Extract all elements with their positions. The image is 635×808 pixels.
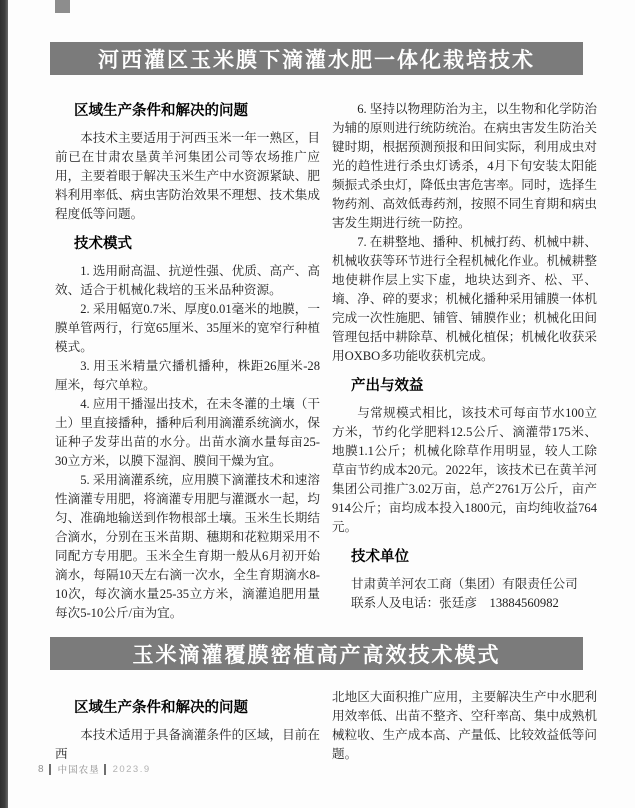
journal-name: 中国农垦: [57, 765, 100, 776]
mode-item-5: 5. 采用滴灌系统，应用膜下滴灌技术和速溶性滴灌专用肥，将滴灌专用肥与灌溉水一起，均匀、准确地输送到作物根部土壤。玉米生长期结合滴水，分别在玉米苗期、穗期和花粒期采用不同配方专用肥。玉米全生育期一般从6月初开始滴水，每隔10天左右滴一次水，全生育期滴水8-10次，每次滴水量25-35立方米，滴灌追肥用量每次5-10公斤/亩为宜。: [55, 473, 320, 620]
article1-left-column: [55, 100, 320, 623]
issue-date: 2023.9: [112, 763, 151, 775]
unit-contact: 联系人及电话：张廷彦 13884560982: [351, 596, 559, 610]
footer-divider: [49, 764, 51, 775]
page-number: 8: [38, 763, 45, 775]
section-heading-unit: 技术单位: [351, 549, 409, 565]
mode-item-2: 2. 采用幅宽0.7米、厚度0.01毫米的地膜，一膜单管两行，行宽65厘米、35厘米的宽窄行种植模式。: [55, 302, 320, 354]
article1-title-banner: [50, 42, 583, 75]
article2-body: [55, 688, 597, 764]
section-heading-conditions-2: 区域生产条件和解决的问题: [74, 700, 248, 716]
paragraph-conditions: 本技术主要适用于河西玉米一年一熟区，目前已在甘肃农垦黄羊河集团公司等农场推广应用，主要着眼于解决玉米生产中水资源紧缺、肥料利用率低、病虫害防治效果不理想、技术集成程度低等问题。: [55, 131, 320, 221]
mode-item-7: 7. 在耕整地、播种、机械打药、机械中耕、机械收获等环节进行全程机械化作业。机械耕整地使耕作层上实下虚，地块达到齐、松、平、墒、净、碎的要求；机械化播种采用铺膜一体机完成一次性施肥、铺管、铺膜作业；机械化田间管理包括中耕除草、机械化植保；机械化收获采用OXBO多功能收获机完成。: [332, 235, 597, 363]
article2-right-column: [332, 688, 597, 764]
section-heading-conditions: 区域生产条件和解决的问题: [74, 103, 248, 119]
paragraph-conditions-2: 本技术适用于具备滴灌条件的区域，目前在西: [55, 728, 320, 761]
scan-spine-shadow: [0, 0, 8, 808]
paragraph-continuation: 北地区大面积推广应用，主要解决生产中水肥利用效率低、出苗不整齐、空秆率高、集中成熟机械粒收、生产成本高、产量低、比较效益低等问题。: [332, 690, 597, 761]
mode-item-1: 1. 选用耐高温、抗逆性强、优质、高产、高效、适合于机械化栽培的玉米品种资源。: [55, 264, 320, 297]
article2-title-banner: [50, 637, 583, 670]
paragraph-output: 与常规模式相比，该技术可每亩节水100立方米，节约化学肥料12.5公斤、滴灌带175米、地膜1.1公斤；机械化除草作用明显，较人工除草亩节约成本20元。2022年，该技术已在黄羊河集团公司推广3.02万亩，总产2761万公斤，亩产914公斤；亩均成本投入1800元，亩均纯收益764元。: [332, 406, 597, 534]
footer-divider: [104, 764, 106, 775]
article1-right-column: [332, 100, 597, 623]
article1-title: 河西灌区玉米膜下滴灌水肥一体化栽培技术: [98, 48, 535, 72]
article2-left-column: [55, 688, 320, 764]
page-footer: [38, 762, 151, 776]
article1-body: [55, 100, 597, 623]
section-heading-output: 产出与效益: [351, 378, 424, 394]
mode-item-3: 3. 用玉米精量穴播机播种，株距26厘米-28厘米，每穴单粒。: [55, 359, 320, 392]
corner-registration-mark: [55, 0, 70, 13]
article2-title: 玉米滴灌覆膜密植高产高效技术模式: [132, 643, 501, 667]
mode-item-4: 4. 应用干播湿出技术，在未冬灌的土壤（干土）里直接播种，播种后利用滴灌系统滴水，保证种子发芽出苗的水分。出苗水滴水量每亩25-30立方米，以膜下湿润、膜间干燥为宜。: [55, 397, 320, 468]
mode-item-6: 6. 坚持以物理防治为主，以生物和化学防治为辅的原则进行统防统治。在病虫害发生防治关键时期，根据预测预报和田间实际，利用成虫对光的趋性进行杀虫灯诱杀，4月下旬安装太阳能频振式杀虫灯，降低虫害危害率。同时，选择生物药剂、高效低毒药剂，按照不同生育期和病虫害发生期进行统一防控。: [332, 102, 597, 230]
section-heading-mode: 技术模式: [74, 236, 132, 252]
unit-company: 甘肃黄羊河农工商（集团）有限责任公司: [351, 577, 578, 591]
